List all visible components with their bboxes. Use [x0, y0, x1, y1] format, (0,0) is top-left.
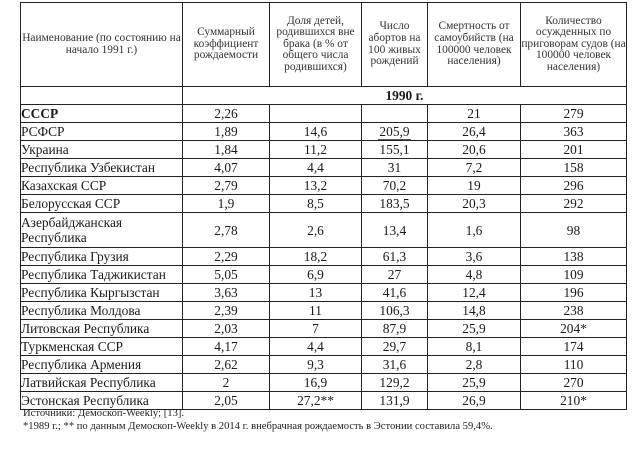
convicted-cell: 204* [521, 320, 627, 338]
convicted-cell: 270 [521, 374, 627, 392]
table-row [21, 356, 627, 374]
region-name-cell: Белорусская ССР [21, 195, 183, 213]
out-of-wedlock-cell: 6,9 [270, 266, 362, 284]
abortions-cell [362, 123, 428, 141]
table-row [21, 177, 627, 195]
table-row [21, 266, 627, 284]
abortions-cell: 31 [362, 159, 428, 177]
table-row [21, 302, 627, 320]
convicted-cell: 296 [521, 177, 627, 195]
table-row [21, 213, 627, 248]
tfr-cell: 2,78 [183, 213, 270, 248]
convicted-cell: 279 [521, 105, 627, 123]
convicted-cell: 174 [521, 338, 627, 356]
out-of-wedlock-cell [270, 105, 362, 123]
tfr-cell: 3,63 [183, 284, 270, 302]
table-row [21, 195, 627, 213]
abortions-cell: 29,7 [362, 338, 428, 356]
tfr-cell: 2,29 [183, 248, 270, 266]
tfr-cell: 5,05 [183, 266, 270, 284]
suicide-cell: 26,4 [428, 123, 521, 141]
footnote: *1989 г.; ** по данным Демоскоп-Weekly в 2014 г. внебрачная рождаемость в Эстонии составила 59,4%. [23, 421, 493, 432]
region-name-cell: Республика Кыргызстан [21, 284, 183, 302]
suicide-cell: 8,1 [428, 338, 521, 356]
year-row-blank [21, 87, 183, 105]
tfr-cell: 2 [183, 374, 270, 392]
region-name-cell: Республика Узбекистан [21, 159, 183, 177]
header-row [21, 3, 627, 87]
abortions-cell: 129,2 [362, 374, 428, 392]
region-name-cell: РСФСР [21, 123, 183, 141]
convicted-cell: 238 [521, 302, 627, 320]
table-row [21, 248, 627, 266]
abortions-cell: 61,3 [362, 248, 428, 266]
convicted-cell: 98 [521, 213, 627, 248]
tfr-cell: 4,07 [183, 159, 270, 177]
abortions-cell: 106,3 [362, 302, 428, 320]
tfr-cell: 1,84 [183, 141, 270, 159]
convicted-cell: 196 [521, 284, 627, 302]
header-tfr: Суммарный коэффициент рождаемости [183, 3, 270, 87]
out-of-wedlock-cell: 18,2 [270, 248, 362, 266]
region-name-cell: СССР [21, 105, 183, 123]
suicide-cell: 1,6 [428, 213, 521, 248]
abortions-cell: 155,1 [362, 141, 428, 159]
table-row [21, 374, 627, 392]
table-row [21, 159, 627, 177]
abortions-cell: 70,2 [362, 177, 428, 195]
region-name-cell: Казахская ССР [21, 177, 183, 195]
tfr-cell: 1,9 [183, 195, 270, 213]
convicted-cell: 138 [521, 248, 627, 266]
abortions-cell: 27 [362, 266, 428, 284]
out-of-wedlock-cell: 8,5 [270, 195, 362, 213]
convicted-cell: 210* [521, 392, 627, 410]
region-name-cell: Республика Армения [21, 356, 183, 374]
abortions-cell: 13,4 [362, 213, 428, 248]
out-of-wedlock-cell: 2,6 [270, 213, 362, 248]
region-name-cell: Республика Молдова [21, 302, 183, 320]
convicted-cell: 292 [521, 195, 627, 213]
out-of-wedlock-cell: 11,2 [270, 141, 362, 159]
suicide-cell: 20,3 [428, 195, 521, 213]
out-of-wedlock-cell: 13 [270, 284, 362, 302]
convicted-cell: 110 [521, 356, 627, 374]
region-name-cell: Эстонская Республика [21, 392, 183, 410]
convicted-cell: 201 [521, 141, 627, 159]
tfr-cell: 1,89 [183, 123, 270, 141]
suicide-cell: 2,8 [428, 356, 521, 374]
header-convicted: Количество осужденных по приговорам судов (на 100000 человек населения) [521, 3, 627, 87]
tfr-cell: 2,05 [183, 392, 270, 410]
highlighted-value: 205,9 [379, 124, 410, 139]
convicted-cell: 363 [521, 123, 627, 141]
year-label: 1990 г. [183, 87, 627, 105]
suicide-cell: 25,9 [428, 374, 521, 392]
out-of-wedlock-cell: 11 [270, 302, 362, 320]
header-out-of-wedlock: Доля детей, родившихся вне брака (в % от общего числа родившихся) [270, 3, 362, 87]
convicted-cell: 158 [521, 159, 627, 177]
region-name-cell: Украина [21, 141, 183, 159]
region-name-cell: Азербайджанская Республика [21, 213, 183, 248]
out-of-wedlock-cell: 7 [270, 320, 362, 338]
abortions-cell [362, 105, 428, 123]
suicide-cell: 26,9 [428, 392, 521, 410]
suicide-cell: 21 [428, 105, 521, 123]
tfr-cell: 4,17 [183, 338, 270, 356]
out-of-wedlock-cell: 27,2** [270, 392, 362, 410]
suicide-cell: 20,6 [428, 141, 521, 159]
suicide-cell: 19 [428, 177, 521, 195]
tfr-cell: 2,62 [183, 356, 270, 374]
suicide-cell: 12,4 [428, 284, 521, 302]
out-of-wedlock-cell: 13,2 [270, 177, 362, 195]
notes [23, 407, 493, 433]
abortions-cell: 131,9 [362, 392, 428, 410]
tfr-cell: 2,39 [183, 302, 270, 320]
convicted-cell: 109 [521, 266, 627, 284]
header-abortions: Число абортов на 100 живых рождений [362, 3, 428, 87]
table-row [21, 141, 627, 159]
table-row [21, 123, 627, 141]
tfr-cell: 2,26 [183, 105, 270, 123]
suicide-cell: 4,8 [428, 266, 521, 284]
region-name-cell: Туркменская ССР [21, 338, 183, 356]
region-name-cell: Республика Таджикистан [21, 266, 183, 284]
out-of-wedlock-cell: 4,4 [270, 338, 362, 356]
abortions-cell: 183,5 [362, 195, 428, 213]
abortions-cell: 87,9 [362, 320, 428, 338]
out-of-wedlock-cell: 4,4 [270, 159, 362, 177]
statistics-table [20, 2, 627, 410]
suicide-cell: 14,8 [428, 302, 521, 320]
region-name-cell: Республика Грузия [21, 248, 183, 266]
table-row [21, 320, 627, 338]
region-name-cell: Латвийская Республика [21, 374, 183, 392]
table-row [21, 284, 627, 302]
source-note: Источники: Демоскоп-Weekly; [13]. [23, 408, 185, 419]
abortions-cell: 31,6 [362, 356, 428, 374]
tfr-cell: 2,03 [183, 320, 270, 338]
table-row [21, 338, 627, 356]
abortions-cell: 41,6 [362, 284, 428, 302]
year-row [21, 87, 627, 105]
tfr-cell: 2,79 [183, 177, 270, 195]
table-row [21, 105, 627, 123]
suicide-cell: 25,9 [428, 320, 521, 338]
out-of-wedlock-cell: 14,6 [270, 123, 362, 141]
suicide-cell: 3,6 [428, 248, 521, 266]
header-suicide: Смертность от самоубийств (на 100000 человек населения) [428, 3, 521, 87]
region-name-cell: Литовская Республика [21, 320, 183, 338]
suicide-cell: 7,2 [428, 159, 521, 177]
out-of-wedlock-cell: 9,3 [270, 356, 362, 374]
header-name: Наименование (по состоянию на начало 1991 г.) [21, 3, 183, 87]
out-of-wedlock-cell: 16,9 [270, 374, 362, 392]
